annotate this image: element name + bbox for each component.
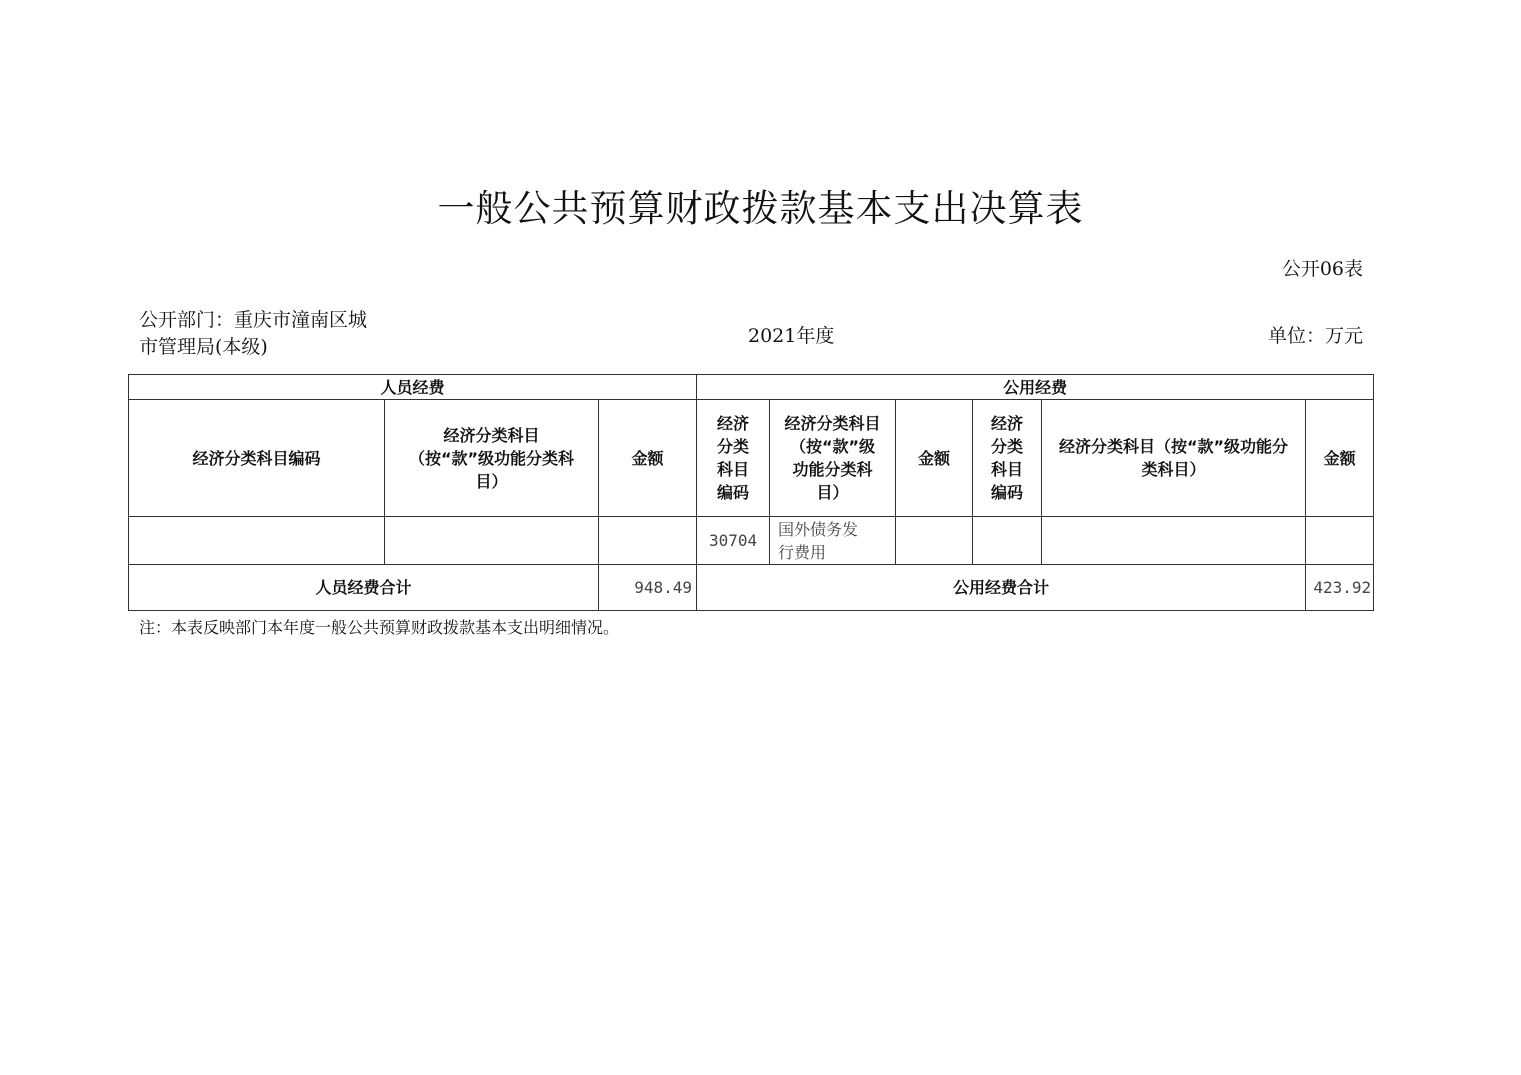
cell-personnel-amount (599, 517, 697, 565)
cell-public1-code: 30704 (697, 517, 770, 565)
header-public2-subject: 经济分类科目（按“款”级功能分类科目） (1042, 400, 1306, 517)
group-public: 公用经费 (697, 375, 1374, 400)
totals-row (129, 565, 1374, 611)
cell-public1-subject: 国外债务发行费用 (770, 517, 896, 565)
group-personnel: 人员经费 (129, 375, 697, 400)
cell-personnel-subject (385, 517, 599, 565)
footnote: 注：本表反映部门本年度一般公共预算财政拨款基本支出明细情况。 (139, 618, 620, 637)
unit-label: 单位：万元 (1267, 325, 1363, 347)
public-total-label: 公用经费合计 (697, 565, 1306, 611)
header-personnel-code: 经济分类科目编码 (129, 400, 385, 517)
cell-personnel-code (129, 517, 385, 565)
header-public2-amount: 金额 (1306, 400, 1374, 517)
header-public1-amount: 金额 (896, 400, 973, 517)
department-label: 公开部门：重庆市潼南区城市管理局(本级) (139, 309, 368, 358)
table-row (129, 517, 1374, 565)
cell-public2-amount (1306, 517, 1374, 565)
fiscal-year: 2021年度 (748, 325, 835, 347)
personnel-total-amount: 948.49 (599, 565, 697, 611)
header-personnel-amount: 金额 (599, 400, 697, 517)
header-public2-code: 经济分类科目编码 (973, 400, 1042, 517)
personnel-total-label: 人员经费合计 (129, 565, 599, 611)
cell-public2-code (973, 517, 1042, 565)
column-header-row (129, 400, 1374, 517)
expenditure-table (128, 374, 1374, 611)
header-public1-code: 经济分类科目编码 (697, 400, 770, 517)
header-personnel-subject: 经济分类科目（按“款”级功能分类科目） (385, 400, 599, 517)
table-number: 公开06表 (1281, 258, 1363, 280)
page-title: 一般公共预算财政拨款基本支出决算表 (437, 187, 1084, 230)
cell-public2-subject (1042, 517, 1306, 565)
public-total-amount: 423.92 (1306, 565, 1374, 611)
cell-public1-amount (896, 517, 973, 565)
group-header-row (129, 375, 1374, 400)
header-public1-subject: 经济分类科目（按“款”级功能分类科目） (770, 400, 896, 517)
